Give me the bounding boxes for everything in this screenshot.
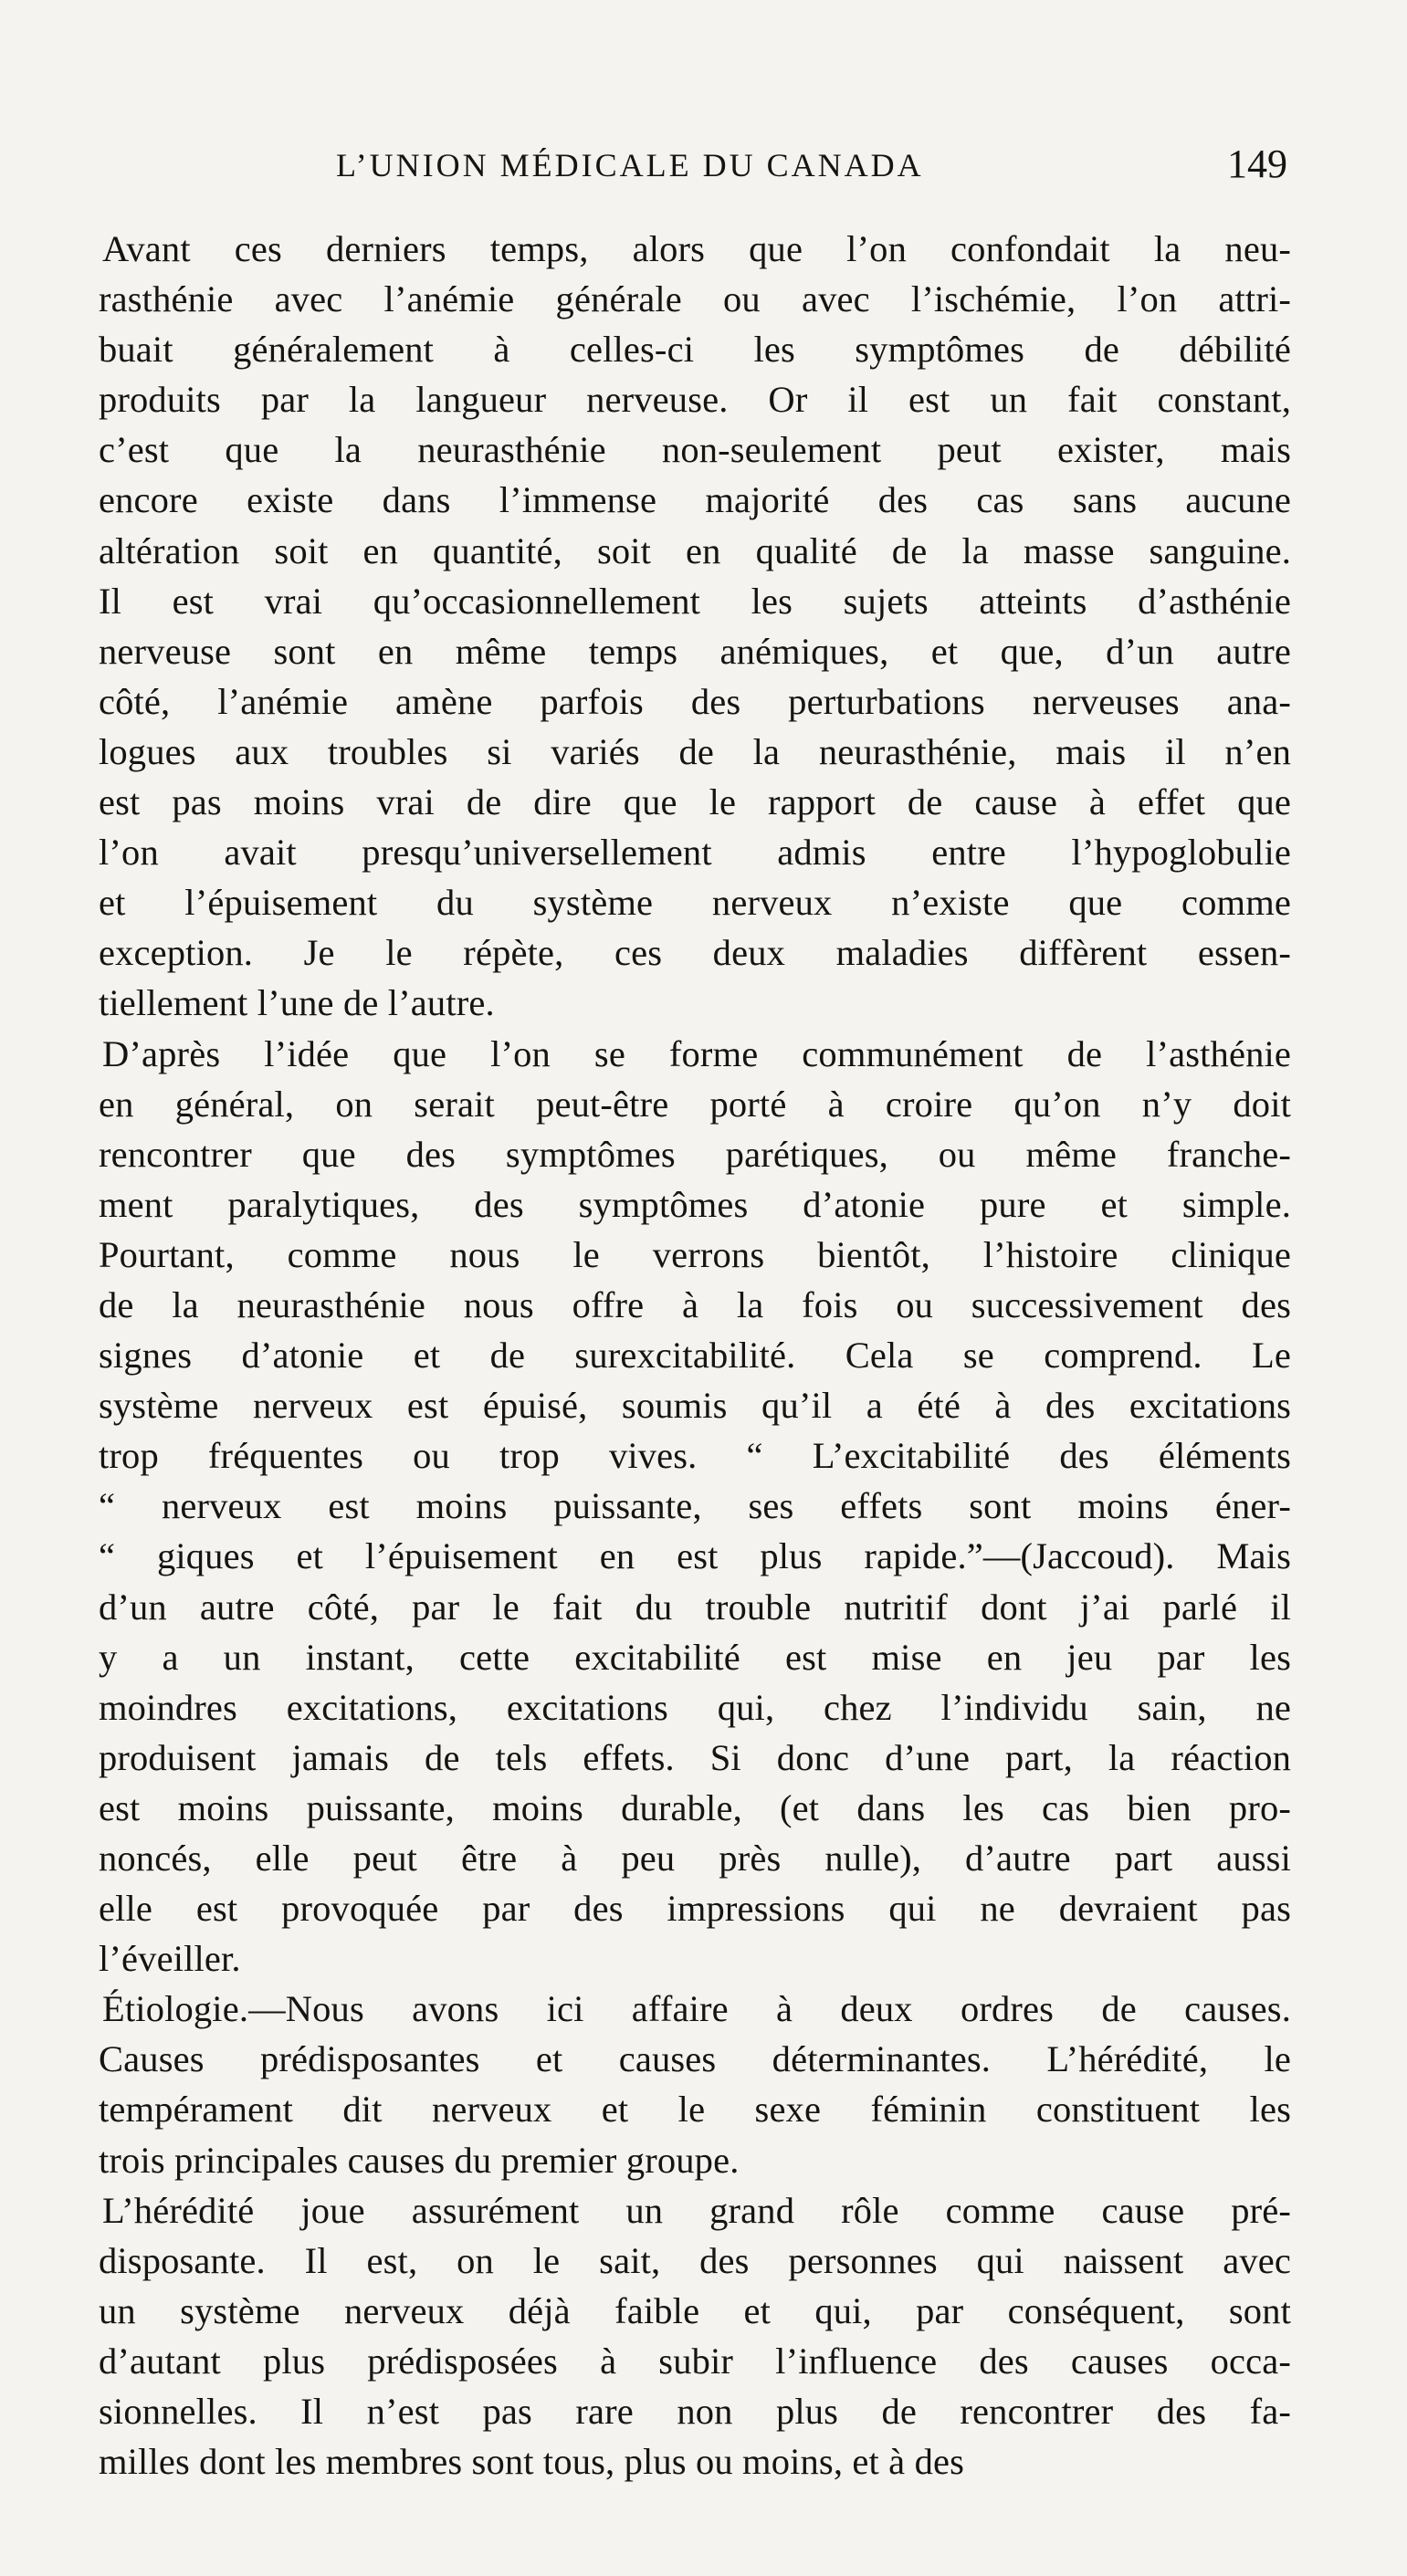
- text-line: D’après l’idée que l’on se forme communément de l’asthénie: [102, 1032, 1291, 1074]
- running-head: [100, 141, 1287, 201]
- text-line: l’on avait presqu’universellement admis entre l’hypoglobulie: [99, 832, 1291, 874]
- paragraph: [99, 224, 1291, 1029]
- text-line: noncés, elle peut être à peu près nulle), d’autre part aussi: [99, 1838, 1291, 1879]
- text-line: c’est que la neurasthénie non-seulement peut exister, mais: [99, 429, 1291, 471]
- text-line: Pourtant, comme nous le verrons bientôt, l’histoire clinique: [99, 1233, 1291, 1275]
- text-line: un système nerveux déjà faible et qui, par conséquent, sont: [99, 2289, 1291, 2331]
- text-line: tempérament dit nerveux et le sexe féminin constituent les: [99, 2089, 1291, 2131]
- text-line: milles dont les membres sont tous, plus ou moins, et à des: [99, 2441, 965, 2483]
- text-line: est moins puissante, moins durable, (et dans les cas bien pro-: [99, 1786, 1291, 1828]
- text-line: d’autant plus prédisposées à subir l’influence des causes occa-: [99, 2340, 1291, 2382]
- text-line: rasthénie avec l’anémie générale ou avec l’ischémie, l’on attri-: [99, 278, 1291, 320]
- text-line: “ giques et l’épuisement en est plus rapide.”—(Jaccoud). Mais: [99, 1535, 1291, 1577]
- text-line: de la neurasthénie nous offre à la fois ou successivement des: [99, 1283, 1291, 1325]
- text-line: produits par la langueur nerveuse. Or il est un fait constant,: [99, 379, 1291, 421]
- text-line: sionnelles. Il n’est pas rare non plus de rencontrer des fa-: [99, 2391, 1291, 2433]
- body-text: [99, 224, 1291, 2487]
- text-line: trois principales causes du premier groupe.: [99, 2139, 740, 2181]
- paragraph: [99, 1984, 1291, 2184]
- text-line: d’un autre côté, par le fait du trouble nutritif dont j’ai parlé il: [99, 1586, 1291, 1628]
- text-line: ment paralytiques, des symptômes d’atonie pure et simple.: [99, 1183, 1291, 1225]
- text-line: rencontrer que des symptômes parétiques, ou même franche-: [99, 1133, 1291, 1175]
- text-line: est pas moins vrai de dire que le rapport de cause à effet que: [99, 781, 1291, 823]
- paragraph: [99, 1029, 1291, 1984]
- text-line: elle est provoquée par des impressions qui ne devraient pas: [99, 1888, 1291, 1930]
- text-line: côté, l’anémie amène parfois des perturbations nerveuses ana-: [99, 680, 1291, 722]
- running-title: L’UNION MÉDICALE DU CANADA: [336, 147, 924, 183]
- text-line: y a un instant, cette excitabilité est mise en jeu par les: [99, 1636, 1291, 1678]
- text-line: Causes prédisposantes et causes déterminantes. L’hérédité, le: [99, 2038, 1291, 2080]
- text-line: disposante. Il est, on le sait, des personnes qui naissent avec: [99, 2239, 1291, 2281]
- text-line: “ nerveux est moins puissante, ses effets sont moins éner-: [99, 1485, 1291, 1527]
- text-line: en général, on serait peut-être porté à croire qu’on n’y doit: [99, 1083, 1291, 1125]
- text-line: signes d’atonie et de surexcitabilité. Cela se comprend. Le: [99, 1335, 1291, 1377]
- text-line: logues aux troubles si variés de la neurasthénie, mais il n’en: [99, 730, 1291, 772]
- paragraph: [99, 2185, 1291, 2487]
- text-line: nerveuse sont en même temps anémiques, et que, d’un autre: [99, 630, 1291, 672]
- text-line: Il est vrai qu’occasionnellement les sujets atteints d’asthénie: [99, 580, 1291, 622]
- page-number: 149: [1227, 141, 1287, 186]
- text-line: moindres excitations, excitations qui, chez l’individu sain, ne: [99, 1686, 1291, 1728]
- text-line: encore existe dans l’immense majorité des cas sans aucune: [99, 479, 1291, 521]
- text-line: L’hérédité joue assurément un grand rôle comme cause pré-: [102, 2189, 1291, 2231]
- text-line: exception. Je le répète, ces deux maladies diffèrent essen-: [99, 932, 1291, 974]
- text-line: tiellement l’une de l’autre.: [99, 982, 495, 1024]
- text-line: produisent jamais de tels effets. Si donc d’une part, la réaction: [99, 1736, 1291, 1778]
- text-line: buait généralement à celles-ci les symptômes de débilité: [99, 329, 1291, 371]
- text-line: système nerveux est épuisé, soumis qu’il a été à des excitations: [99, 1385, 1291, 1427]
- text-line: et l’épuisement du système nerveux n’existe que comme: [99, 882, 1291, 924]
- text-line: Étiologie.—Nous avons ici affaire à deux ordres de causes.: [102, 1988, 1291, 2030]
- text-line: altération soit en quantité, soit en qualité de la masse sanguine.: [99, 529, 1291, 571]
- text-line: l’éveiller.: [99, 1938, 241, 1980]
- text-line: Avant ces derniers temps, alors que l’on confondait la neu-: [102, 228, 1291, 269]
- text-line: trop fréquentes ou trop vives. “ L’excitabilité des éléments: [99, 1435, 1291, 1477]
